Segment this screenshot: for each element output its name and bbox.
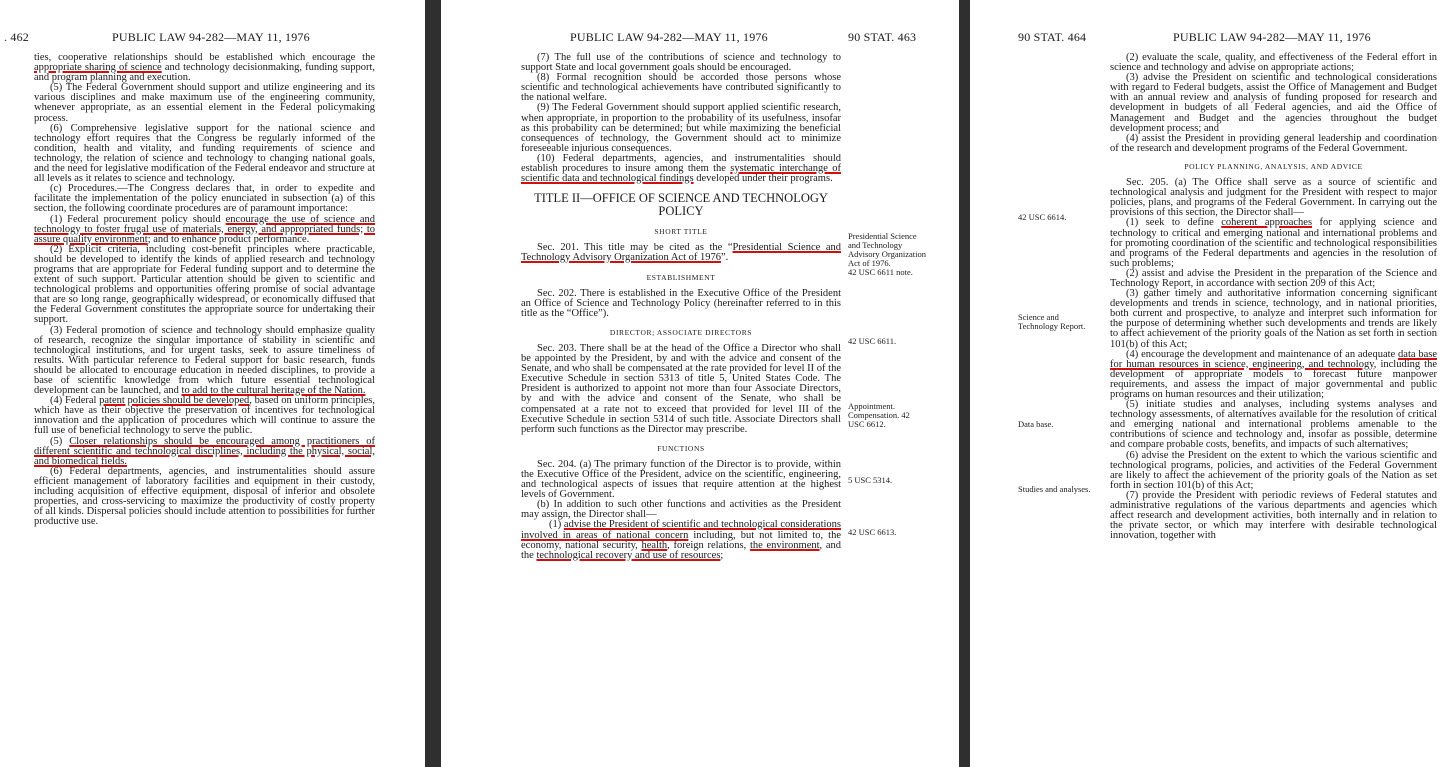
page-number: . 462 xyxy=(4,30,29,44)
text-run: , including the development of appropriate models to forecast future manpower requirements, and assess the impact of major governmental and public programs on human resources and their utilization; xyxy=(1110,358,1437,400)
text-run: Sec. 202. There is established in the Executive Office of the President an Office of Science and Technology Policy (hereinafter referred to in this title as the “Office”). xyxy=(521,287,841,319)
stat-number: 90 STAT. 463 xyxy=(848,30,917,44)
sec-202 xyxy=(521,289,841,319)
underlined-passage: coherent approaches xyxy=(1221,217,1313,229)
establishment-heading: ESTABLISHMENT xyxy=(646,272,716,282)
text-run: (5) initiate studies and analyses, including systems analyses and technology assessments, of alternatives available for the resolution of critical and emerging national and international problems amenable to the contributions of science and technology and, insofar as possible, determine and compare probable costs, benefits, and impacts of such alternatives; xyxy=(1110,399,1437,451)
text-run: including, but not limited to, the economy, national security, xyxy=(521,529,841,551)
paragraph xyxy=(1110,178,1437,218)
margin-note-report: Science and Technology Report. xyxy=(1018,312,1086,331)
paragraph xyxy=(34,437,375,467)
text-run: (10) Federal departments, agencies, and instrumentalities should establish procedures to insure among them the xyxy=(521,152,841,175)
text-run: ”. xyxy=(721,252,729,264)
page-header: PUBLIC LAW 94-282—MAY 11, 1976 xyxy=(1173,30,1371,44)
paragraph xyxy=(34,326,375,397)
text-run: (6) advise the President on the extent to which the various scientific and technological programs, policies, and activities of the Federal Government are likely to affect the achievement of the priority goals of the Nation as set forth in section 101(b) of this Act; xyxy=(1110,449,1437,491)
underlined-passage: data base for human resources in science, engineering, and technology xyxy=(1110,348,1437,370)
underlined-passage: patent policies should be developed xyxy=(99,395,250,407)
text-run: for applying science and technology to critical and emerging national and international problems and for promoting coordination of the scientific and technological responsibilities and programs of the Federal departments and agencies in the resolution of such problems; xyxy=(1110,217,1437,269)
paragraph xyxy=(1110,350,1437,400)
paragraph xyxy=(521,73,841,103)
text-run: , foreign relations, xyxy=(667,539,750,551)
paragraph xyxy=(1110,400,1437,450)
policy-planning-heading: POLICY PLANNING, ANALYSIS, AND ADVICE xyxy=(1184,161,1363,171)
underlined-passage: systematic interchange of scientific data and technological findings xyxy=(521,163,841,185)
text-run: , based on uniform principles, which have as their objective the preservation of incentives for technological innovation and the application of procedures which will continue to assure the full use of beneficial technology to serve the public. xyxy=(34,395,375,437)
text-run: ; and to enhance product performance. xyxy=(147,233,310,245)
paragraph xyxy=(1110,289,1437,350)
text-run: (2) evaluate the scale, quality, and effectiveness of the Federal effort in science and technology and advise on appropriate actions; xyxy=(1110,52,1437,74)
text-run: (4) Federal xyxy=(50,395,100,407)
page-463 xyxy=(441,0,959,767)
paragraph xyxy=(521,154,841,184)
margin-note-5314: 5 USC 5314. xyxy=(848,475,893,485)
underlined-passage: encourage the use of science and technology to foster frugal use of materials, energy, and appropriated funds; to assure quality environment xyxy=(34,213,375,245)
page-462 xyxy=(0,0,425,767)
text-run: (1) xyxy=(549,519,564,531)
text-run: , and the xyxy=(521,539,842,561)
text-run: Sec. 205. (a) The Office shall serve as a source of scientific and technological analysis and judgment for the President with respect to major policies, plans, and programs of the Federal Government. In carrying out the provisions of this section, the Director shall— xyxy=(1110,177,1437,219)
paragraph xyxy=(34,245,375,326)
text-run: (3) Federal promotion of science and technology should emphasize quality of research, recognize the singular importance of stability in scientific and technological institutions, and for urgent tasks, seek to assure timeliness of results. With particular reference to Federal support for basic research, funds should be allocated to encourage education in needed disciplines, to provide a base of scientific knowledge from which future essential technological development can be launched, and xyxy=(34,324,375,397)
text-run: (9) The Federal Government should support applied scientific research, when appropriate, in proportion to the probability of its usefulness, insofar as this probability can be determined; but while maximizing the beneficial consequences of technology, the Government should act to minimize foreseeable injurious consequences. xyxy=(521,102,841,154)
paragraph xyxy=(521,53,841,73)
functions-heading: FUNCTIONS xyxy=(657,443,705,453)
text-run: (3) gather timely and authoritative information concerning significant developments and trends in science, technology, and in national priorities, both current and prospective, to analyze and interpret such information for the purpose of determining whether such developments and trends are likely to affect achievement of the priority goals of the Nation as set forth in section 101(b) of this Act; xyxy=(1110,288,1437,350)
text-run: developed under their programs. xyxy=(693,173,833,185)
margin-note-6611: 42 USC 6611. xyxy=(848,336,897,346)
page-header: PUBLIC LAW 94-282—MAY 11, 1976 xyxy=(570,30,768,44)
text-run: Sec. 203. There shall be at the head of the Office a Director who shall be appointed by the President, by and with the advice and consent of the Senate, and who shall be compensated at the rate provided for level II of the Executive Schedule in section 5313 of title 5, United States Code. The President is authorized to appoint not more than four Associate Directors, by and with the advice and consent of the Senate, who shall be compensated at a rate not to exceed that provided for level III of the Executive Schedule in section 5314 of such title. Associate Directors shall perform such functions as the Director may prescribe. xyxy=(521,342,841,435)
paragraph xyxy=(1110,491,1437,541)
sec-204-b-1 xyxy=(521,520,841,560)
underlined-passage: health xyxy=(641,539,668,551)
margin-note-6613: 42 USC 6613. xyxy=(848,527,897,537)
stat-number: 90 STAT. 464 xyxy=(1018,30,1087,44)
title-ii-heading: TITLE II—OFFICE OF SCIENCE AND TECHNOLOGY POLICY xyxy=(534,191,828,219)
underlined-passage: the environment xyxy=(749,539,820,551)
paragraph xyxy=(1110,53,1437,73)
paragraph xyxy=(34,53,375,83)
underlined-passage: to add to the cultural heritage of the Nation. xyxy=(181,385,366,397)
text-run: (3) advise the President on scientific and technological considerations with regard to Federal budgets, assist the Office of Management and Budget with an annual review and analysis of funding proposed for research and development in budgets of all Federal agencies, and aid the Office of Management and Budget and the agencies throughout the budget development process; and xyxy=(1110,72,1437,134)
text-run: Sec. 201. This title may be cited as the “ xyxy=(537,242,733,254)
text-run: (2) assist and advise the President in the preparation of the Science and Technology Report, in accordance with section 209 of this Act; xyxy=(1110,267,1437,289)
sec-201 xyxy=(521,243,841,263)
text-run: ties, cooperative relationships should be established which encourage the xyxy=(34,52,375,63)
sec-203 xyxy=(521,344,841,435)
paragraph xyxy=(1110,269,1437,289)
text-run: (b) In addition to such other functions and activities as the President may assign, the Director shall— xyxy=(521,499,841,521)
left-body-text xyxy=(34,53,375,527)
sec-204-b xyxy=(521,500,841,520)
margin-note-data-base: Data base. xyxy=(1018,419,1054,429)
text-run: (8) Formal recognition should be accorded those persons whose scientific and technological achievements have contributed significantly to the national welfare. xyxy=(521,72,841,104)
paragraph xyxy=(34,396,375,436)
paragraph xyxy=(34,215,375,245)
paragraph xyxy=(34,184,375,214)
margin-note-appointment: Appointment. Compensation. 42 USC 6612. xyxy=(848,401,910,429)
middle-body-text xyxy=(521,53,841,561)
margin-note-6614: 42 USC 6614. xyxy=(1018,212,1067,222)
text-run: (2) Explicit criteria, including cost-benefit principles where practicable, should be developed to identify the kinds of applied research and technology programs that are appropriate for Federal funding support and to determine the extent of such support. Particular attention should be given to scientific and technological problems and opportunities offering promise of social advantage that are so long range, geographically widespread, or economically diffused that the Federal Government constitutes the appropriate source for undertaking their support. xyxy=(34,243,375,326)
page-header: PUBLIC LAW 94-282—MAY 11, 1976 xyxy=(112,30,310,44)
text-run: (7) provide the President with periodic reviews of Federal statutes and administrative regulations of the various departments and agencies which affect research and development activities, both internally and in relation to the private sector, or which may interfere with desirable technological innovation, together with xyxy=(1110,489,1437,542)
text-run: (1) Federal procurement policy should xyxy=(50,213,226,225)
text-run: (5) xyxy=(50,435,70,447)
paragraph xyxy=(1110,134,1437,154)
margin-note-studies: Studies and analyses. xyxy=(1018,484,1091,494)
page-464 xyxy=(970,0,1456,767)
text-run: ; xyxy=(720,549,724,561)
underlined-passage: advise the President of scientific and technological considerations involved in areas of national concern xyxy=(521,519,841,541)
director-heading: DIRECTOR; ASSOCIATE DIRECTORS xyxy=(609,327,753,337)
text-run: and technology decisionmaking, funding support, and program planning and execution. xyxy=(34,62,375,84)
short-title-heading: SHORT TITLE xyxy=(654,227,708,237)
paragraph xyxy=(34,467,375,528)
text-run: (4) assist the President in providing general leadership and coordination of the research and development programs of the Federal Government. xyxy=(1110,132,1437,154)
paragraph xyxy=(1110,218,1437,268)
text-run: (c) Procedures.—The Congress declares that, in order to expedite and facilitate the implementation of the policy enunciated in subsection (a) of this section, the following coordinate procedures are of paramount importance: xyxy=(34,183,375,215)
text-run: (6) Federal departments, agencies, and instrumentalities should assure efficient management of laboratory facilities and equipment in their custody, including acquisition of effective equipment, disposal of inferior and obsolete properties, and cross-servicing to maximize the productivity of costly property of all kinds. Dispersal policies should include attention to possibilities for further productive use. xyxy=(34,465,375,528)
paragraph xyxy=(1110,73,1437,134)
paragraph xyxy=(1110,451,1437,491)
margin-note-act: Presidential Science and Technology Advisory Organization Act of 1976. 42 USC 6611 note. xyxy=(848,231,926,277)
text-run: (6) Comprehensive legislative support for the national science and technology effort requires that the Congress be regularly informed of the condition, health and vitality, and funding requirements of science and technology, the relation of science and technology to changing national goals, and the need for legislative modification of the Federal endeavor and structure at all levels as it relates to science and technology. xyxy=(34,122,375,185)
paragraph xyxy=(521,103,841,153)
paragraph xyxy=(34,124,375,185)
sec-204-a xyxy=(521,460,841,500)
text-run: (5) The Federal Government should support and utilize engineering and its various disciplines and make maximum use of the engineering community, whenever appropriate, as an essential element in the Federal policymaking process. xyxy=(34,82,375,124)
text-run: Sec. 204. (a) The primary function of the Director is to provide, within the Executive Office of the President, advice on the scientific, engineering, and technological aspects of issues that require attention at the highest levels of Government. xyxy=(521,458,841,501)
text-run: (7) The full use of the contributions of science and technology to support State and local government goals should be encouraged. xyxy=(521,52,841,74)
underlined-passage: appropriate sharing of science xyxy=(34,62,162,74)
underlined-passage: technological recovery and use of resources xyxy=(536,549,721,561)
underlined-passage: Closer relationships should be encouraged among practitioners of different scientific and technological disciplines, including the physical, social, and biomedical fields. xyxy=(34,435,375,467)
paragraph xyxy=(34,83,375,123)
text-run: (1) seek to define xyxy=(1126,217,1222,229)
text-run: (4) encourage the development and maintenance of an adequate xyxy=(1126,348,1399,360)
right-body-text xyxy=(1110,53,1437,541)
underlined-passage: Presidential Science and Technology Advisory Organization Act of 1976 xyxy=(521,242,841,264)
